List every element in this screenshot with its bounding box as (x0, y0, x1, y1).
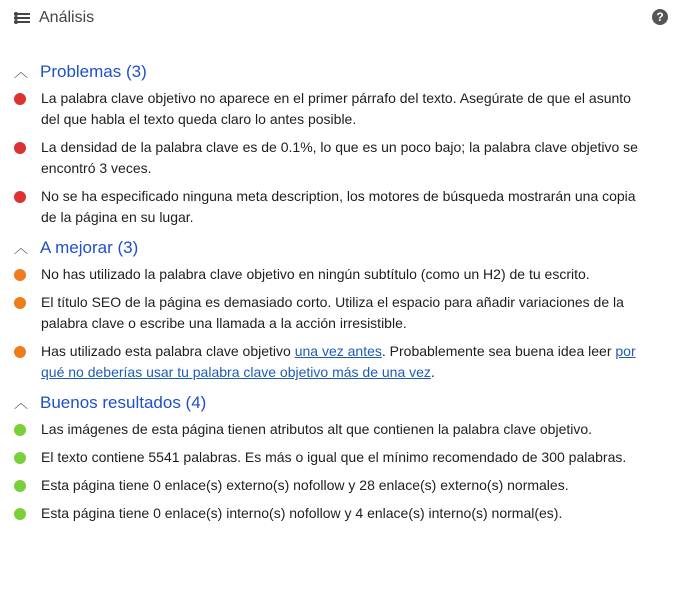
good-bullet-icon (14, 508, 26, 520)
list-item (0, 503, 682, 524)
improve-bullet-icon (14, 346, 26, 358)
help-icon[interactable]: ? (652, 9, 668, 25)
item-text: Esta página tiene 0 enlace(s) interno(s) nofollow y 4 enlace(s) interno(s) normal(es). (41, 505, 563, 521)
list-item (0, 292, 682, 334)
chevron-up-icon: ︿ (14, 240, 28, 256)
analysis-header (14, 6, 674, 30)
list-item (0, 88, 682, 130)
keyword-reuse-article-link[interactable]: por qué no deberías usar tu palabra clave objetivo más de una vez (41, 343, 636, 380)
item-text: El texto contiene 5541 palabras. Es más o igual que el mínimo recomendado de 300 palabras. (41, 449, 627, 465)
good-bullet-icon (14, 424, 26, 436)
text-part: . (430, 364, 435, 380)
list-item (0, 475, 682, 496)
improve-bullet-icon (14, 269, 26, 281)
improve-bullet-icon (14, 297, 26, 309)
good-bullet-icon (14, 452, 26, 464)
problem-bullet-icon (14, 142, 26, 154)
list-item (0, 419, 682, 440)
list-item (0, 447, 682, 468)
list-item (0, 264, 682, 285)
list-icon (14, 12, 30, 24)
text-part: . Probablemente sea buena idea leer (381, 343, 616, 359)
item-text: La densidad de la palabra clave es de 0.1%, lo que es un poco bajo; la palabra clave objetivo se encontró 3 veces. (41, 139, 638, 176)
good-toggle[interactable] (0, 391, 682, 415)
section-heading: A mejorar (3) (40, 238, 139, 257)
chevron-up-icon: ︿ (14, 64, 28, 80)
item-text (41, 341, 642, 383)
problems-section (0, 60, 682, 228)
improve-toggle[interactable] (0, 236, 682, 260)
panel-title: Análisis (39, 9, 95, 26)
item-text: El título SEO de la página es demasiado corto. Utiliza el espacio para añadir variaciones de la palabra clave o escribe una llamada a la acción irresistible. (41, 294, 624, 331)
section-heading: Buenos resultados (4) (40, 393, 207, 412)
good-section (0, 391, 682, 524)
text-part: Has utilizado esta palabra clave objetivo (41, 343, 295, 359)
problem-bullet-icon (14, 191, 26, 203)
good-bullet-icon (14, 480, 26, 492)
item-text: No has utilizado la palabra clave objetivo en ningún subtítulo (como un H2) de tu escrito. (41, 266, 590, 282)
list-item (0, 137, 682, 179)
problem-bullet-icon (14, 93, 26, 105)
item-text: Esta página tiene 0 enlace(s) externo(s) nofollow y 28 enlace(s) externo(s) normales. (41, 477, 569, 493)
improve-section (0, 236, 682, 383)
chevron-up-icon: ︿ (14, 395, 28, 411)
list-item (0, 186, 682, 228)
item-text: No se ha especificado ninguna meta description, los motores de búsqueda mostrarán una copia de la página en su lugar. (41, 188, 636, 225)
list-item (0, 341, 682, 383)
problems-toggle[interactable] (0, 60, 682, 84)
item-text: Las imágenes de esta página tienen atributos alt que contienen la palabra clave objetivo. (41, 421, 593, 437)
previous-use-link[interactable]: una vez antes (294, 343, 382, 359)
item-text: La palabra clave objetivo no aparece en el primer párrafo del texto. Asegúrate de que el asunto del que habla el texto queda claro lo antes posible. (41, 90, 631, 127)
section-heading: Problemas (3) (40, 62, 147, 81)
